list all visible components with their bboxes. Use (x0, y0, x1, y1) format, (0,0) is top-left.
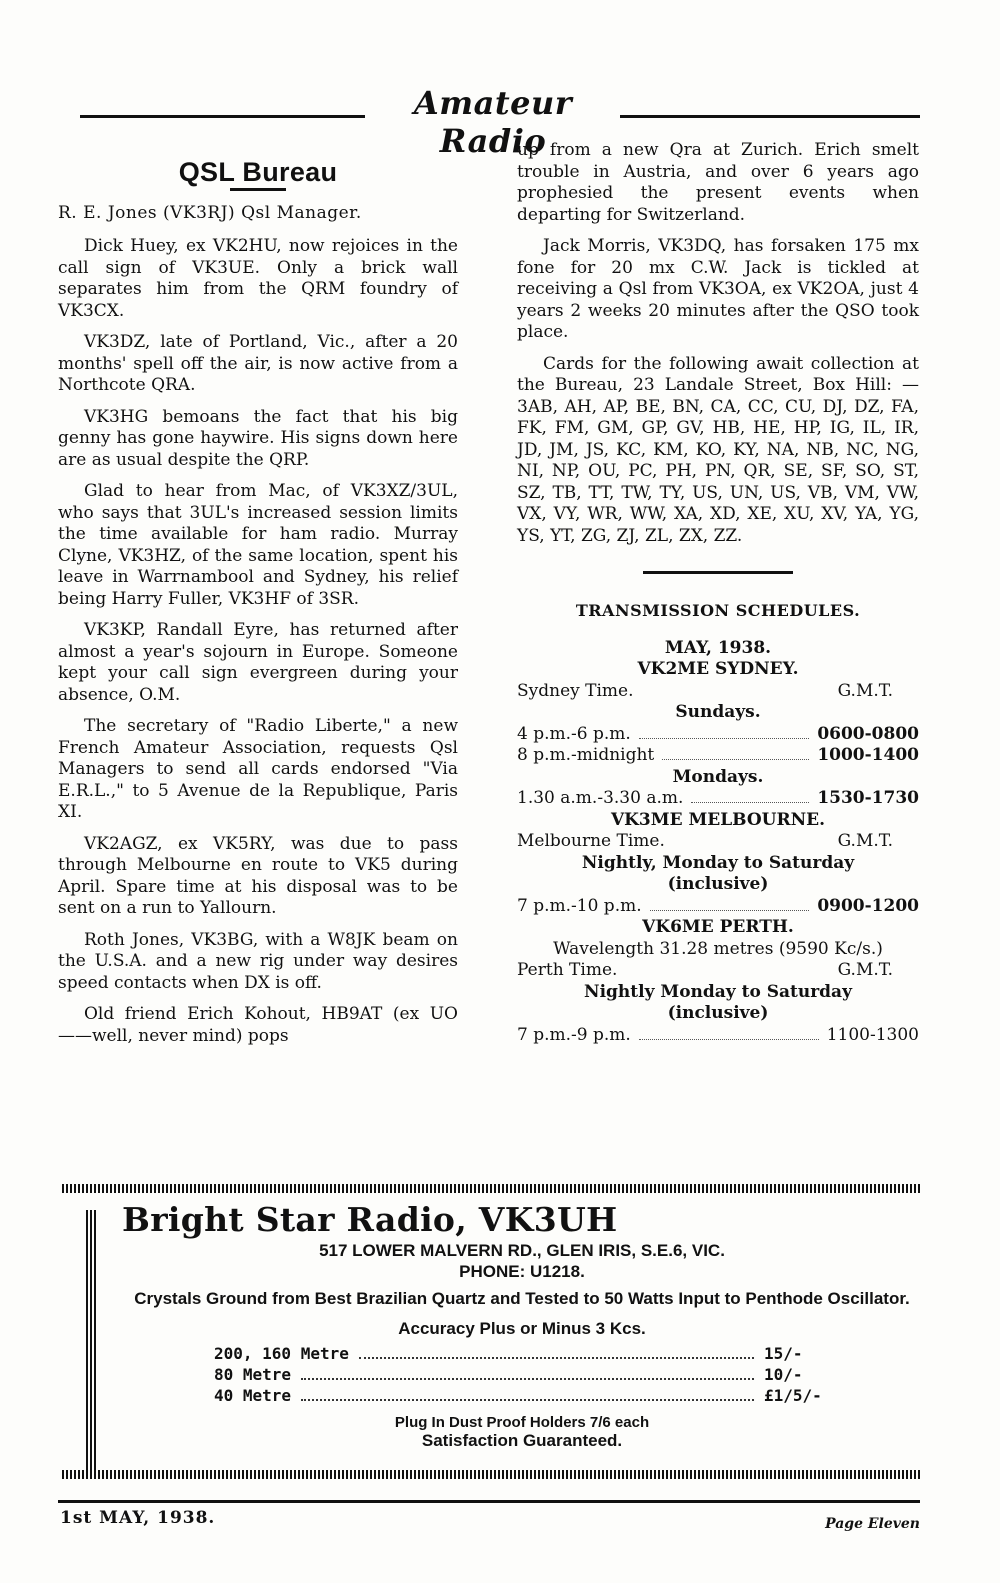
day-heading: Nightly Monday to Saturday (584, 981, 852, 1002)
gmt-label: G.M.T. (837, 960, 893, 980)
schedule-time: 7 p.m.-10 p.m. (517, 895, 642, 916)
schedule-row (517, 788, 919, 810)
section-divider (643, 571, 793, 574)
wavelength-line: Wavelength 31.28 metres (9590 Kc/s.) (553, 938, 883, 959)
schedule-time: 4 p.m.-6 p.m. (517, 723, 631, 744)
advert-address: 517 LOWER MALVERN RD., GLEN IRIS, S.E.6, VIC. (319, 1241, 725, 1260)
title-underline (230, 188, 286, 191)
advert-border-left (86, 1210, 98, 1470)
leader-dots (639, 1039, 819, 1040)
paragraph: Roth Jones, VK3BG, with a W8JK beam on the U.S.A. and a new rig under way desires speed contacts when DX is off. (58, 929, 458, 993)
advert-plug-text: Plug In Dust Proof Holders 7/6 each (394, 1414, 650, 1431)
paragraph: VK3KP, Randall Eyre, has returned after almost a year's sojourn in Europe. Someone kept your call sign evergreen during your absence, O.M. (58, 620, 458, 705)
paragraph: Jack Morris, VK3DQ, has forsaken 175 mx fone for 20 mx C.W. Jack is tickled at receiving a Qsl from VK3OA, ex VK2OA, just 4 years 2 weeks 20 minutes after the QSO took place. (517, 236, 919, 342)
schedule-time: 1.30 a.m.-3.30 a.m. (517, 788, 684, 808)
paragraph: Old friend Erich Kohout, HB9AT (ex UO——well, never mind) pops (58, 1004, 458, 1046)
right-column (517, 140, 919, 1046)
schedule-row (517, 1025, 919, 1047)
page-number: Page Eleven (825, 1516, 920, 1532)
schedule-header-row (517, 831, 919, 853)
station-title-vk2me: VK2ME SYDNEY. (637, 659, 799, 679)
schedules-heading: TRANSMISSION SCHEDULES. (575, 601, 861, 620)
price-label: 200, 160 Metre (214, 1344, 349, 1363)
paragraph: The secretary of "Radio Liberte," a new French Amateur Association, requests Qsl Managers to send all cards endorsed "Via E.R.L.," to 5 Avenue de la Republique, Paris XI. (58, 716, 458, 822)
footer-rule (58, 1500, 920, 1503)
masthead: Amateur Radio (413, 84, 573, 160)
leader-dots (662, 759, 809, 760)
schedule-time: 7 p.m.-9 p.m. (517, 1024, 631, 1045)
qsl-manager-line: R. E. Jones (VK3RJ) Qsl Manager. (58, 202, 362, 223)
day-heading: Nightly, Monday to Saturday (581, 852, 855, 873)
gmt-label: G.M.T. (837, 680, 893, 701)
paragraph: VK3HG bemoans the fact that his big genny has gone haywire. His signs down here are as usual despite the QRP. (58, 406, 458, 470)
day-heading-note: (inclusive) (667, 1003, 769, 1023)
schedule-gmt: 1000-1400 (817, 745, 919, 765)
price-row (214, 1343, 834, 1364)
advert-border-bottom (62, 1470, 920, 1479)
day-heading-note: (inclusive) (667, 874, 769, 894)
paragraph: up from a new Qra at Zurich. Erich smelt trouble in Austria, and over 6 years ago prophesied the present events when departing for Switzerland. (517, 140, 919, 225)
advert-phone: PHONE: U1218. (459, 1262, 585, 1281)
paragraph: VK3DZ, late of Portland, Vic., after a 20 months' spell off the air, is now active from a Northcote QRA. (58, 332, 458, 395)
schedule-gmt: 1530-1730 (817, 788, 919, 808)
price-row (214, 1385, 834, 1406)
qsl-bureau-title: QSL Bureau (178, 157, 338, 187)
price-value: £1/5/- (764, 1386, 822, 1405)
price-value: 15/- (764, 1344, 803, 1363)
paragraph: VK2AGZ, ex VK5RY, was due to pass through Melbourne en route to VK5 during April. Spare time at his disposal was to be sent on a run to Yallourn. (58, 833, 458, 918)
schedule-gmt: 0600-0800 (817, 723, 919, 744)
price-label: 80 Metre (214, 1365, 292, 1384)
paragraph: Cards for the following await collection at the Bureau, 23 Landale Street, Box Hill: — 3AB, AH, AP, BE, BN, CA, CC, CU, DJ, DZ, FA, FK, FM, GM, GP, GV, HB, HE, HP, IG, IL, IR, JD, JM, JS, KC, KM, KO, KY, NA, NB, NC, NG, NI, NP, OU, PC, PH, PN, QR, SE, SF, SO, ST, SZ, TB, TT, TW, TY, US, UN, US, VB, VM, VW, VX, VY, WR, WW, XA, XD, XE, XU, XV, YA, YG, YS, YT, ZG, ZJ, ZL, ZX, ZZ. (517, 353, 919, 546)
day-heading: Sundays. (675, 702, 761, 722)
leader-dots (301, 1399, 754, 1401)
station-title-vk3me: VK3ME MELBOURNE. (610, 809, 826, 830)
price-row (214, 1364, 834, 1385)
schedule-gmt: 1100-1300 (826, 1024, 919, 1045)
price-label: 40 Metre (214, 1386, 292, 1405)
schedule-header-row (517, 681, 919, 703)
schedule-time: 8 p.m.-midnight (517, 745, 655, 765)
schedule-header-row (517, 960, 919, 982)
price-value: 10/- (764, 1365, 803, 1384)
leader-dots (359, 1357, 754, 1359)
schedule-gmt: 0900-1200 (817, 895, 919, 916)
leader-dots (639, 738, 810, 739)
advert-accuracy: Accuracy Plus or Minus 3 Kcs. (398, 1319, 646, 1338)
local-time-label: Perth Time. (517, 960, 618, 980)
advert-satisfaction: Satisfaction Guaranteed. (421, 1431, 623, 1450)
leader-dots (650, 910, 810, 911)
page-header (80, 84, 920, 160)
advert-title: Bright Star Radio, VK3UH (122, 1200, 618, 1239)
leader-dots (691, 802, 809, 803)
advert-crystals-text: Crystals Ground from Best Brazilian Quartz and Tested to 50 Watts Input to Penthode Oscillator. (134, 1289, 910, 1308)
station-title-vk6me: VK6ME PERTH. (642, 917, 794, 937)
schedule-row (517, 896, 919, 918)
price-list (214, 1343, 834, 1406)
local-time-label: Melbourne Time. (517, 831, 665, 851)
paragraph: Glad to hear from Mac, of VK3XZ/3UL, who says that 3UL's increased session limits the time available for ham radio. Murray Clyne, VK3HZ, of the same location, spent his leave in Warrnambool and Sydney, his relief being Harry Fuller, VK3HF of 3SR. (58, 481, 458, 609)
left-column (58, 140, 458, 1057)
day-heading: Mondays. (672, 766, 764, 787)
leader-dots (301, 1378, 754, 1380)
advert-border-top (62, 1184, 920, 1193)
schedules-month: MAY, 1938. (664, 637, 772, 658)
gmt-label: G.M.T. (837, 831, 893, 851)
issue-date: 1st MAY, 1938. (60, 1508, 216, 1528)
schedule-row (517, 745, 919, 767)
header-rule-right (620, 115, 920, 118)
schedule-row (517, 724, 919, 746)
advertisement (122, 1200, 922, 1451)
local-time-label: Sydney Time. (517, 680, 634, 701)
header-rule-left (80, 115, 365, 118)
paragraph: Dick Huey, ex VK2HU, now rejoices in the call sign of VK3UE. Only a brick wall separates him from the QRM foundry of VK3CX. (58, 236, 458, 321)
